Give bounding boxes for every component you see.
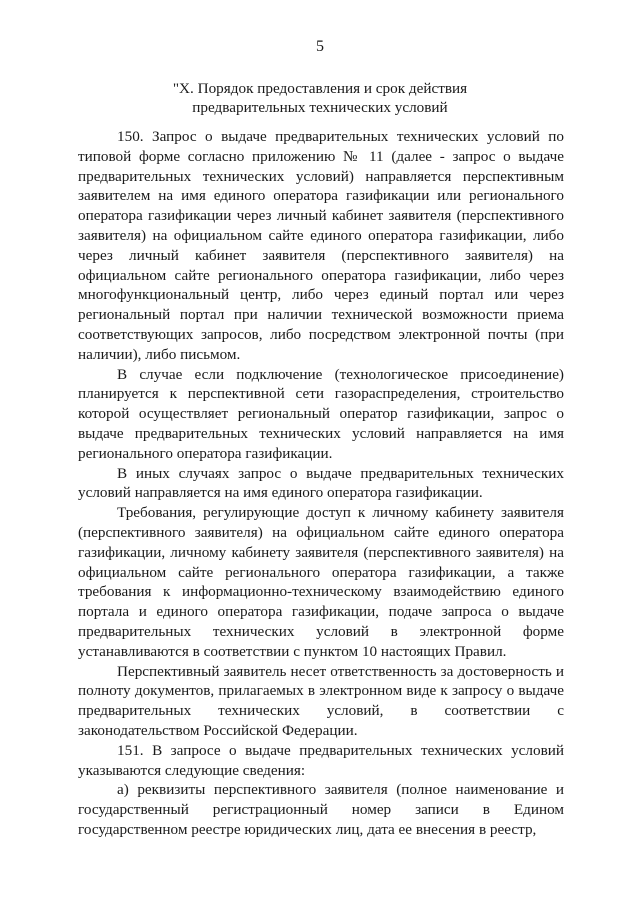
page-number: 5	[316, 38, 324, 55]
paragraph-151-a: а) реквизиты перспективного заявителя (полное наименование и государственный регистрационный номер записи в Едином государственном реестре юридических лиц, дата ее внесения в реестр,	[78, 781, 564, 838]
paragraph-responsibility: Перспективный заявитель несет ответственность за достоверность и полноту документов, прилагаемых в электронном виде к запросу о выдаче предварительных технических условий, в соответствии с законодательством Российской Федерации.	[78, 662, 564, 739]
section-heading	[60, 79, 580, 117]
paragraph-151: 151. В запросе о выдаче предварительных технических условий указываются следующие сведения:	[78, 741, 564, 779]
section-heading-line-1: "X. Порядок предоставления и срок действия	[172, 80, 468, 97]
paragraph-regional-operator: В случае если подключение (технологическое присоединение) планируется к перспективной сети газораспределения, строительство которой осуществляет региональный оператор газификации, запрос о выдаче предварительных технических условий направляется на имя регионального оператора газификации.	[78, 365, 564, 462]
document-body	[78, 127, 564, 840]
section-heading-line-2: предварительных технических условий	[192, 99, 448, 116]
paragraph-150: 150. Запрос о выдаче предварительных технических условий по типовой форме согласно приложению № 11 (далее - запрос о выдаче предварительных технических условий) направляется перспективным заявителем на имя единого оператора газификации или регионального оператора газификации через личный кабинет заявителя (перспективного заявителя) на официальном сайте единого оператора газификации, либо через личный кабинет заявителя (перспективного заявителя) на официальном сайте регионального оператора газификации, либо через многофункциональный центр, либо через единый портал или через региональный портал при наличии технической возможности приема соответствующих запросов, либо посредством электронной почты (при наличии), либо письмом.	[78, 128, 564, 363]
paragraph-requirements: Требования, регулирующие доступ к личному кабинету заявителя (перспективного заявителя) на официальном сайте единого оператора газификации, личному кабинету заявителя (перспективного заявителя) на официальном сайте регионального оператора газификации, а также требования к информационно-техническому взаимодействию единого портала и единого оператора газификации, подаче запроса о выдаче предварительных технических условий в электронной форме устанавливаются в соответствии с пунктом 10 настоящих Правил.	[78, 504, 564, 660]
paragraph-other-cases: В иных случаях запрос о выдаче предварительных технических условий направляется на имя единого оператора газификации.	[78, 464, 564, 502]
